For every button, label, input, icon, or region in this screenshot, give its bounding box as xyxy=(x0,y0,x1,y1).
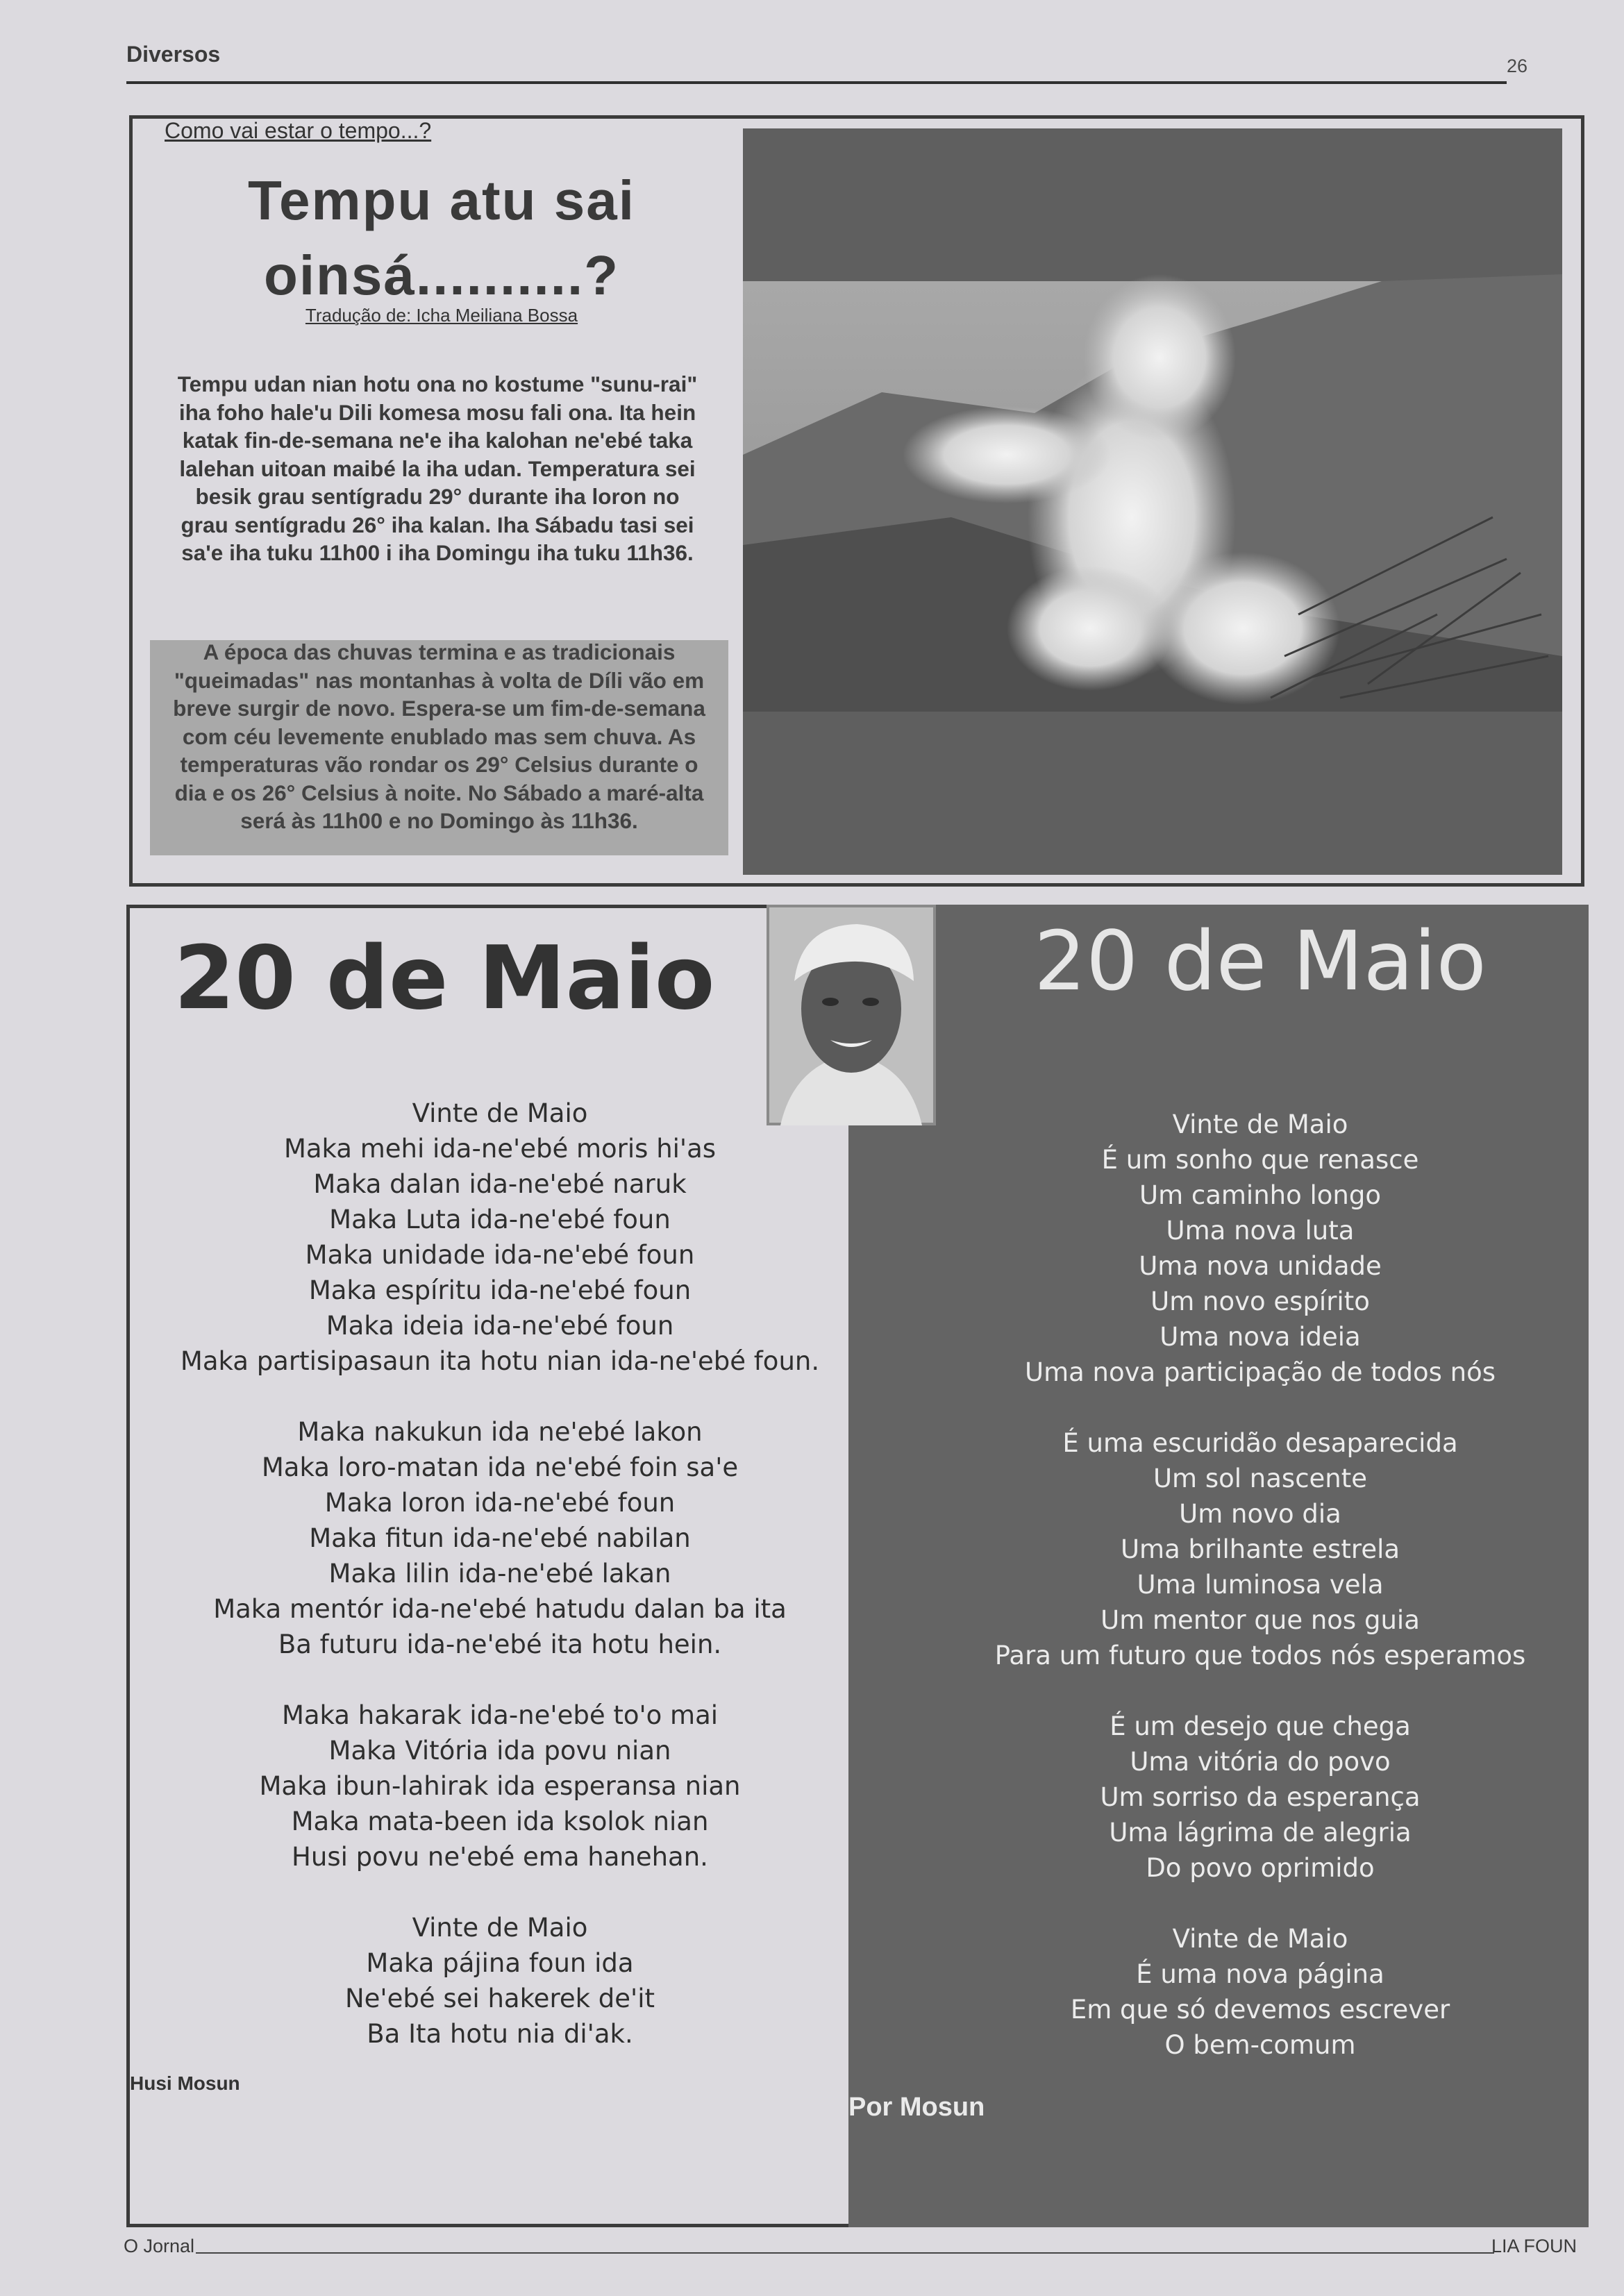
weather-headline-line2: oinsá..........? xyxy=(263,244,620,306)
text-line: besik grau sentígradu 29° durante iha loron no xyxy=(195,484,680,509)
text-line: será às 11h00 e no Domingo às 11h36. xyxy=(240,808,638,833)
poem-line: Maka ideia ida-ne'ebé foun xyxy=(326,1311,674,1341)
text-line: katak fin-de-semana ne'e iha kalohan ne'ebé taka xyxy=(182,428,693,453)
poem-stanza xyxy=(167,1096,833,1379)
poem-line: Maka loron ida-ne'ebé foun xyxy=(324,1488,676,1518)
poem-line: Ba Ita hotu nia di'ak. xyxy=(367,2019,633,2049)
poem-stanza xyxy=(167,1414,833,1662)
poem-portuguese-text xyxy=(937,1107,1583,2063)
poem-line: Uma nova ideia xyxy=(1160,1322,1361,1352)
poem-stanza xyxy=(937,1709,1583,1886)
poem-stanza xyxy=(937,1107,1583,1390)
poem-line: Vinte de Maio xyxy=(412,1098,588,1128)
weather-headline-line1: Tempu atu sai xyxy=(248,169,635,231)
poem-portuguese-signature: Por Mosun xyxy=(848,2093,985,2122)
hillside-fire-photo xyxy=(743,128,1562,875)
poem-line: Maka hakarak ida-ne'ebé to'o mai xyxy=(281,1700,719,1730)
poem-tetum-text xyxy=(167,1096,833,2052)
poem-stanza xyxy=(167,1910,833,2052)
text-line: breve surgir de novo. Espera-se um fim-de-semana xyxy=(173,696,705,721)
poem-line: Uma nova unidade xyxy=(1139,1251,1382,1281)
poem-line: Ba futuru ida-ne'ebé ita hotu hein. xyxy=(278,1629,722,1659)
footer-rule xyxy=(196,2252,1494,2254)
poem-line: Maka mentór ida-ne'ebé hatudu dalan ba ita xyxy=(213,1594,787,1624)
poem-line: Uma nova luta xyxy=(1166,1216,1355,1246)
text-line: iha foho hale'u Dili komesa mosu fali ona. Ita hein xyxy=(178,399,696,425)
text-line: "queimadas" nas montanhas à volta de Díli vão em xyxy=(174,667,705,693)
weather-kicker: Como vai estar o tempo...? xyxy=(165,118,432,143)
poem-line: Uma luminosa vela xyxy=(1137,1570,1384,1600)
poem-line: Maka dalan ida-ne'ebé naruk xyxy=(313,1169,687,1199)
text-line: lalehan uitoan maibé la iha udan. Temperatura sei xyxy=(179,455,696,481)
poem-line: Um caminho longo xyxy=(1139,1180,1381,1210)
poem-line: Maka loro-matan ida ne'ebé foin sa'e xyxy=(261,1452,739,1482)
poem-line: É uma nova página xyxy=(1136,1959,1384,1989)
poem-line: Um novo dia xyxy=(1179,1499,1341,1529)
weather-portuguese-text xyxy=(150,638,728,835)
text-line: dia e os 26° Celsius à noite. No Sábado a maré-alta xyxy=(174,780,704,805)
poem-line: Um sol nascente xyxy=(1153,1464,1368,1493)
poem-line: Maka pájina foun ida xyxy=(366,1948,634,1978)
poem-line: Maka partisipasaun ita hotu nian ida-ne'ebé foun. xyxy=(180,1346,820,1376)
poem-stanza xyxy=(167,1698,833,1875)
poem-line: Maka lilin ida-ne'ebé lakan xyxy=(328,1559,671,1589)
poem-line: Uma lágrima de alegria xyxy=(1109,1818,1412,1847)
poem-line: Maka unidade ida-ne'ebé foun xyxy=(305,1240,695,1270)
poem-line: Maka nakukun ida ne'ebé lakon xyxy=(297,1417,703,1447)
poem-line: É um desejo que chega xyxy=(1110,1711,1411,1741)
poem-line: Uma nova participação de todos nós xyxy=(1024,1357,1496,1387)
poem-line: Uma vitória do povo xyxy=(1130,1747,1391,1777)
footer-masthead: LIA FOUN xyxy=(1491,2236,1577,2256)
poem-line: Maka fitun ida-ne'ebé nabilan xyxy=(309,1523,691,1553)
poem-line: Maka mata-been ida ksolok nian xyxy=(291,1807,709,1836)
footer-publication: O Jornal xyxy=(124,2236,195,2256)
translation-credit: Tradução de: Icha Meiliana Bossa xyxy=(305,305,578,326)
poem-line: Um mentor que nos guia xyxy=(1100,1605,1420,1635)
text-line: sa'e iha tuku 11h00 i iha Domingu iha tuku 11h36. xyxy=(181,540,694,565)
section-label: Diversos xyxy=(126,42,221,67)
page-number: 26 xyxy=(1507,56,1528,76)
poem-line: Maka espíritu ida-ne'ebé foun xyxy=(308,1275,692,1305)
text-line: grau sentígradu 26° iha kalan. Iha Sábadu tasi sei xyxy=(181,512,694,537)
poem-line: O bem-comum xyxy=(1164,2030,1356,2060)
poem-line: Vinte de Maio xyxy=(1172,1924,1348,1954)
weather-headline xyxy=(136,163,747,313)
author-portrait-photo xyxy=(767,905,936,1125)
poem-line: Em que só devemos escrever xyxy=(1070,1995,1450,2025)
header-rule xyxy=(126,81,1507,84)
poem-line: Vinte de Maio xyxy=(1172,1109,1348,1139)
poem-line: Uma brilhante estrela xyxy=(1120,1534,1400,1564)
poem-line: É um sonho que renasce xyxy=(1101,1145,1419,1175)
poem-line: Um novo espírito xyxy=(1150,1287,1370,1316)
poem-line: Maka Vitória ida povu nian xyxy=(328,1736,671,1766)
poem-line: Maka mehi ida-ne'ebé moris hi'as xyxy=(283,1134,717,1164)
poem-line: Maka ibun-lahirak ida esperansa nian xyxy=(259,1771,741,1801)
poem-stanza xyxy=(937,1425,1583,1673)
poem-line: Ne'ebé sei hakerek de'it xyxy=(344,1984,655,2013)
text-line: Tempu udan nian hotu ona no kostume "sunu-rai" xyxy=(177,371,698,396)
text-line: temperaturas vão rondar os 29° Celsius durante o xyxy=(180,752,698,777)
poem-line: Maka Luta ida-ne'ebé foun xyxy=(329,1205,671,1234)
text-line: com céu levemente enublado mas sem chuva. As xyxy=(182,723,696,749)
poem-line: Vinte de Maio xyxy=(412,1913,588,1943)
poem-line: Um sorriso da esperança xyxy=(1100,1782,1421,1812)
weather-tetum-text xyxy=(143,370,732,567)
poem-line: Para um futuro que todos nós esperamos xyxy=(994,1641,1526,1670)
poem-line: Do povo oprimido xyxy=(1146,1853,1375,1883)
poem-portuguese-title: 20 de Maio xyxy=(1034,913,1487,1009)
poem-stanza xyxy=(937,1921,1583,2063)
text-line: A época das chuvas termina e as tradicionais xyxy=(203,639,676,664)
poem-line: Husi povu ne'ebé ema hanehan. xyxy=(292,1842,708,1872)
poem-line: É uma escuridão desaparecida xyxy=(1062,1428,1458,1458)
poem-tetum-signature: Husi Mosun xyxy=(130,2072,240,2094)
poem-tetum-title: 20 de Maio xyxy=(174,927,715,1029)
